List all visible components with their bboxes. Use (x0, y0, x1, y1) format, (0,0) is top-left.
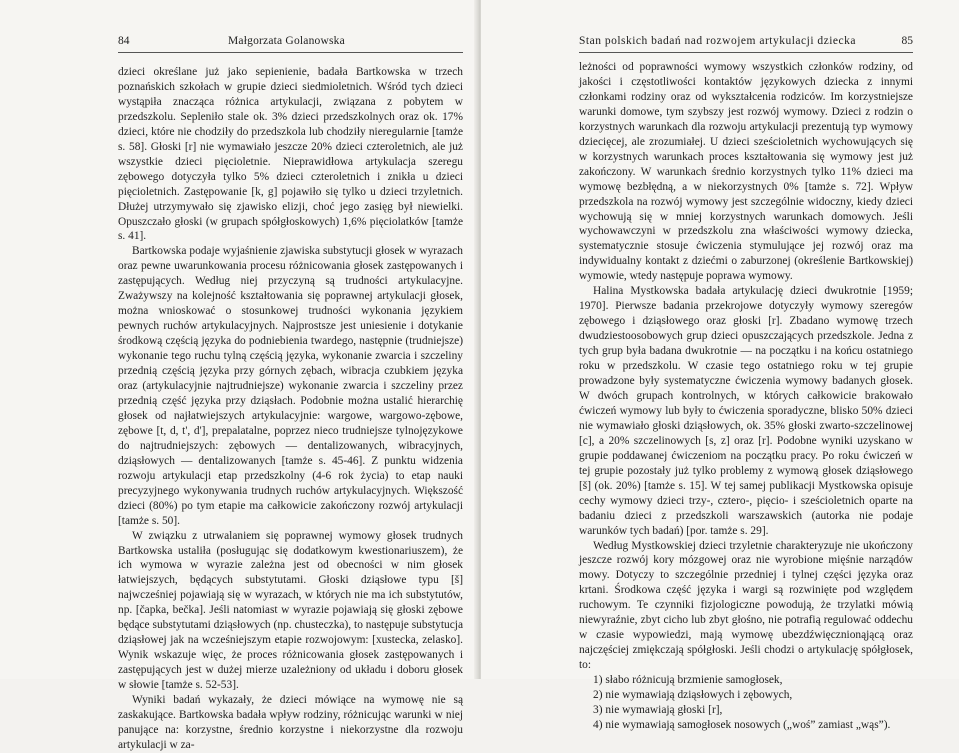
paragraph: Według Mystkowskiej dzieci trzyletnie charakteryzuje nie ukończony jeszcze rozwój kory mózgowej oraz nie wyrobione mięśnie narządów mowy. Dotyczy to szczególnie przedniej i tylnej części języka oraz krtani. Środkowa część języka i wargi są rozwinięte pod względem ruchowym. Te czynniki fizjologiczne powodują, że trzylatki mówią niewyraźnie, zbyt cicho lub zbyt głośno, nie potrafią regulować oddechu w czasie wypowiedzi, mają wymowę ubezdźwięcznionąjącą oraz najczęściej zmiękczają spółgłoski. Jeśli chodzi o artykulację spółgłosek, to: (579, 539, 913, 672)
paragraph: Wyniki badań wykazały, że dzieci mówiące na wymowę nie są zaskakujące. Bartkowska badała wpływ rodziny, różnicując warunki w niej panujące na: korzystne, średnio korzystne i niekorzystne dla rozwoju artykulacji w za- (118, 694, 463, 751)
right-page-header (579, 34, 913, 50)
page-number: 84 (118, 35, 130, 47)
page-number: 85 (901, 35, 913, 47)
paragraph: W związku z utrwalaniem się poprawnej wymowy głosek trudnych Bartkowska ustaliła (posługując się dodatkowym kwestionariuszem), że ich wymowa w wyrazie zależna jest od obecności w nim głosek łatwiejszych, będących substytutami. Głoski dziąsłowe typu [š] najwcześniej pojawiają się w wyrazach, w których nie ma ich substytutów, np. [čapka, bečka]. Jeśli natomiast w wyrazie pojawiają się głoski zębowe będące substytutami dziąsłowych (np. chusteczka), to następuje substytucja dziąsłowej jak na wcześniejszym etapie rozwojowym: [xustecka, zelasko]. Wynik wskazuje więc, że proces różnicowania głosek zastępowanych i zastępujących jest w dużej mierze uzależniony od układu i doboru głosek w słowie [tamże s. 52-53]. (118, 529, 463, 692)
left-page (0, 0, 477, 751)
running-head: Małgorzata Golanowska (228, 35, 345, 47)
paragraph: Bartkowska podaje wyjaśnienie zjawiska substytucji głosek w wyrazach oraz pewne uwarunkowania procesu różnicowania głosek zastępowanych i zastępujących. Według niej przyczyną są trudności artykulacyjne. Zważywszy na kolejność kształtowania się poprawnej artykulacji głosek, można wnioskować o stosunkowej trudności wykonania językiem pewnych ruchów artykulacyjnych. Najprostsze jest uniesienie i dotykanie środkową częścią języka do podniebienia twardego, następnie (trudniejsze) wykonanie tego ruchu tylną częścią języka, wykonanie zwarcia i szczeliny przednią częścią języka przy górnych zębach, wibracja czubkiem języka oraz (artykulacyjnie najtrudniejsze) wykonanie zwarcia i szczeliny przez przednią część języka przy dziąsłach. Podobnie można ustalić hierarchię głosek od najłatwiejszych artykulacyjnie: wargowe, wargowo-zębowe, zębowe [t, d, t', d'], prepalatalne, poprzez nieco trudniejsze tylnojęzykowe do najtrudniejszych: zębowych — dentalizowanych, wibracyjnych, dziąsłowych — dentalizowanych [tamże s. 45-46]. Z punktu widzenia rozwoju artykulacji etap przedszkolny (4-6 rok życia) to etap nauki precyzyjnego wykonywania trudnych ruchów artykulacyjnych. Większość dzieci (80%) po tym etapie ma całkowicie zakończony rozwój artykulacji [tamże s. 50]. (118, 245, 463, 527)
header-rule (118, 52, 463, 53)
list-item: 3) nie wymawiają głoski [r], (593, 703, 723, 716)
list-item: 4) nie wymawiają samogłosek nosowych („woś” zamiast „wąs”). (593, 718, 891, 731)
header-rule (579, 52, 913, 53)
list-item: 2) nie wymawiają dziąsłowych i zębowych, (593, 689, 793, 702)
list-item: 1) słabo różnicują brzmienie samogłosek, (593, 674, 783, 687)
paragraph: dzieci określane już jako sepienienie, badała Bartkowska w trzech poznańskich szkołach w grupie dzieci siedmioletnich. Wśród tych dzieci wystąpiła znacząca różnica artykulacji, związana z pobytem w przedszkolu. Sepleniło stale ok. 3% dzieci przedszkolnych oraz ok. 17% dzieci, które nie chodziły do przedszkola lub chodziły nieregularnie [tamże s. 58]. Głoski [r] nie wymawiało jeszcze 20% dzieci czteroletnich, ale już wszystkie dzieci pięcioletnie. Nieprawidłowa artykulacja szeregu zębowego dotyczyła tylko 5% dzieci czteroletnich i znikła u dzieci pięcioletnich. Zastępowanie [k, g] pojawiło się tylko u dzieci trzyletnich. Dłużej utrzymywało się zjawisko elizji, choć jego zasięg był niewielki. Opuszczało głoski (w grupach spółgłoskowych) 1,6% pięciolatków [tamże s. 41]. (118, 66, 463, 243)
left-page-header (118, 34, 463, 50)
running-head: Stan polskich badań nad rozwojem artykulacji dziecka (579, 35, 856, 47)
paragraph: Halina Mystkowska badała artykulację dzieci dwukrotnie [1959; 1970]. Pierwsze badania przekrojowe dotyczyły wymowy szeregów zębowego i dziąsłowego oraz głoski [r]. Zbadano wymowę trzech dwudziestoosobowych grup dzieci opuszczających przedszkole. Jedna z tych grup była badana dwukrotnie — na początku i na końcu ostatniego roku w przedszkolu. W czasie tego ostatniego roku w tej grupie prowadzone były systematyczne ćwiczenia wymowy badanych głosek. W dwóch grupach kontrolnych, w których całkowicie brakowało ćwiczeń wymowy lub były to ćwiczenia sporadyczne, blisko 50% dzieci nie wymawiało głoski dziąsłowych, ok. 35% głoski zwarto-szczelinowej [c], a 20% szczelinowych [s, z] oraz [r]. Podobne wyniki uzyskano w grupie poddawanej ćwiczeniom na początku pracy. Po roku ćwiczeń w tej grupie pozostały już tylko problemy z wymową głosek dziąsłowego [š] (ok. 20%) [tamże s. 15]. W tej samej publikacji Mystkowska opisuje cechy wymowy dzieci trzy-, cztero-, pięcio- i sześcioletnich oparte na badaniu dzieci z przedszkoli warszawskich (autorka nie podaje warunków tych badań) [por. tamże s. 29]. (579, 285, 913, 537)
right-page (481, 0, 959, 731)
right-page-body (579, 60, 913, 733)
paragraph: leżności od poprawności wymowy wszystkich członków rodziny, od jakości i częstotliwości kontaktów językowych dziecka z innymi członkami rodziny oraz od wykształcenia rodziców. Im korzystniejsze warunki domowe, tym szybszy jest rozwój wymowy. Dzieci z rodzin o korzystnych warunkach dla rozwoju artykulacji prezentują typ wymowy dziecięcej, ale zrozumiałej. U dzieci sześcioletnich wychowujących się w korzystnych warunkach proces kształtowania się wymowy jest już zakończony. W warunkach średnio korzystnych tylko 11% dzieci ma wymowę bezbłędną, a w niekorzystnych 0% [tamże s. 72]. Wpływ przedszkola na rozwój wymowy jest szczególnie widoczny, kiedy dzieci wychowują się w mniej korzystnych warunkach domowych. Jeśli wychowawczyni w przedszkolu zna właściwości wymowy dziecka, systematycznie stosuje ćwiczenia stymulujące jej rozwój oraz ma indywidualny kontakt z dziećmi o zaburzonej (określenie Bartkowskiej) wymowie, wtedy następuje poprawa wymowy. (579, 61, 913, 283)
left-page-body (118, 65, 463, 753)
numbered-list (579, 673, 913, 733)
